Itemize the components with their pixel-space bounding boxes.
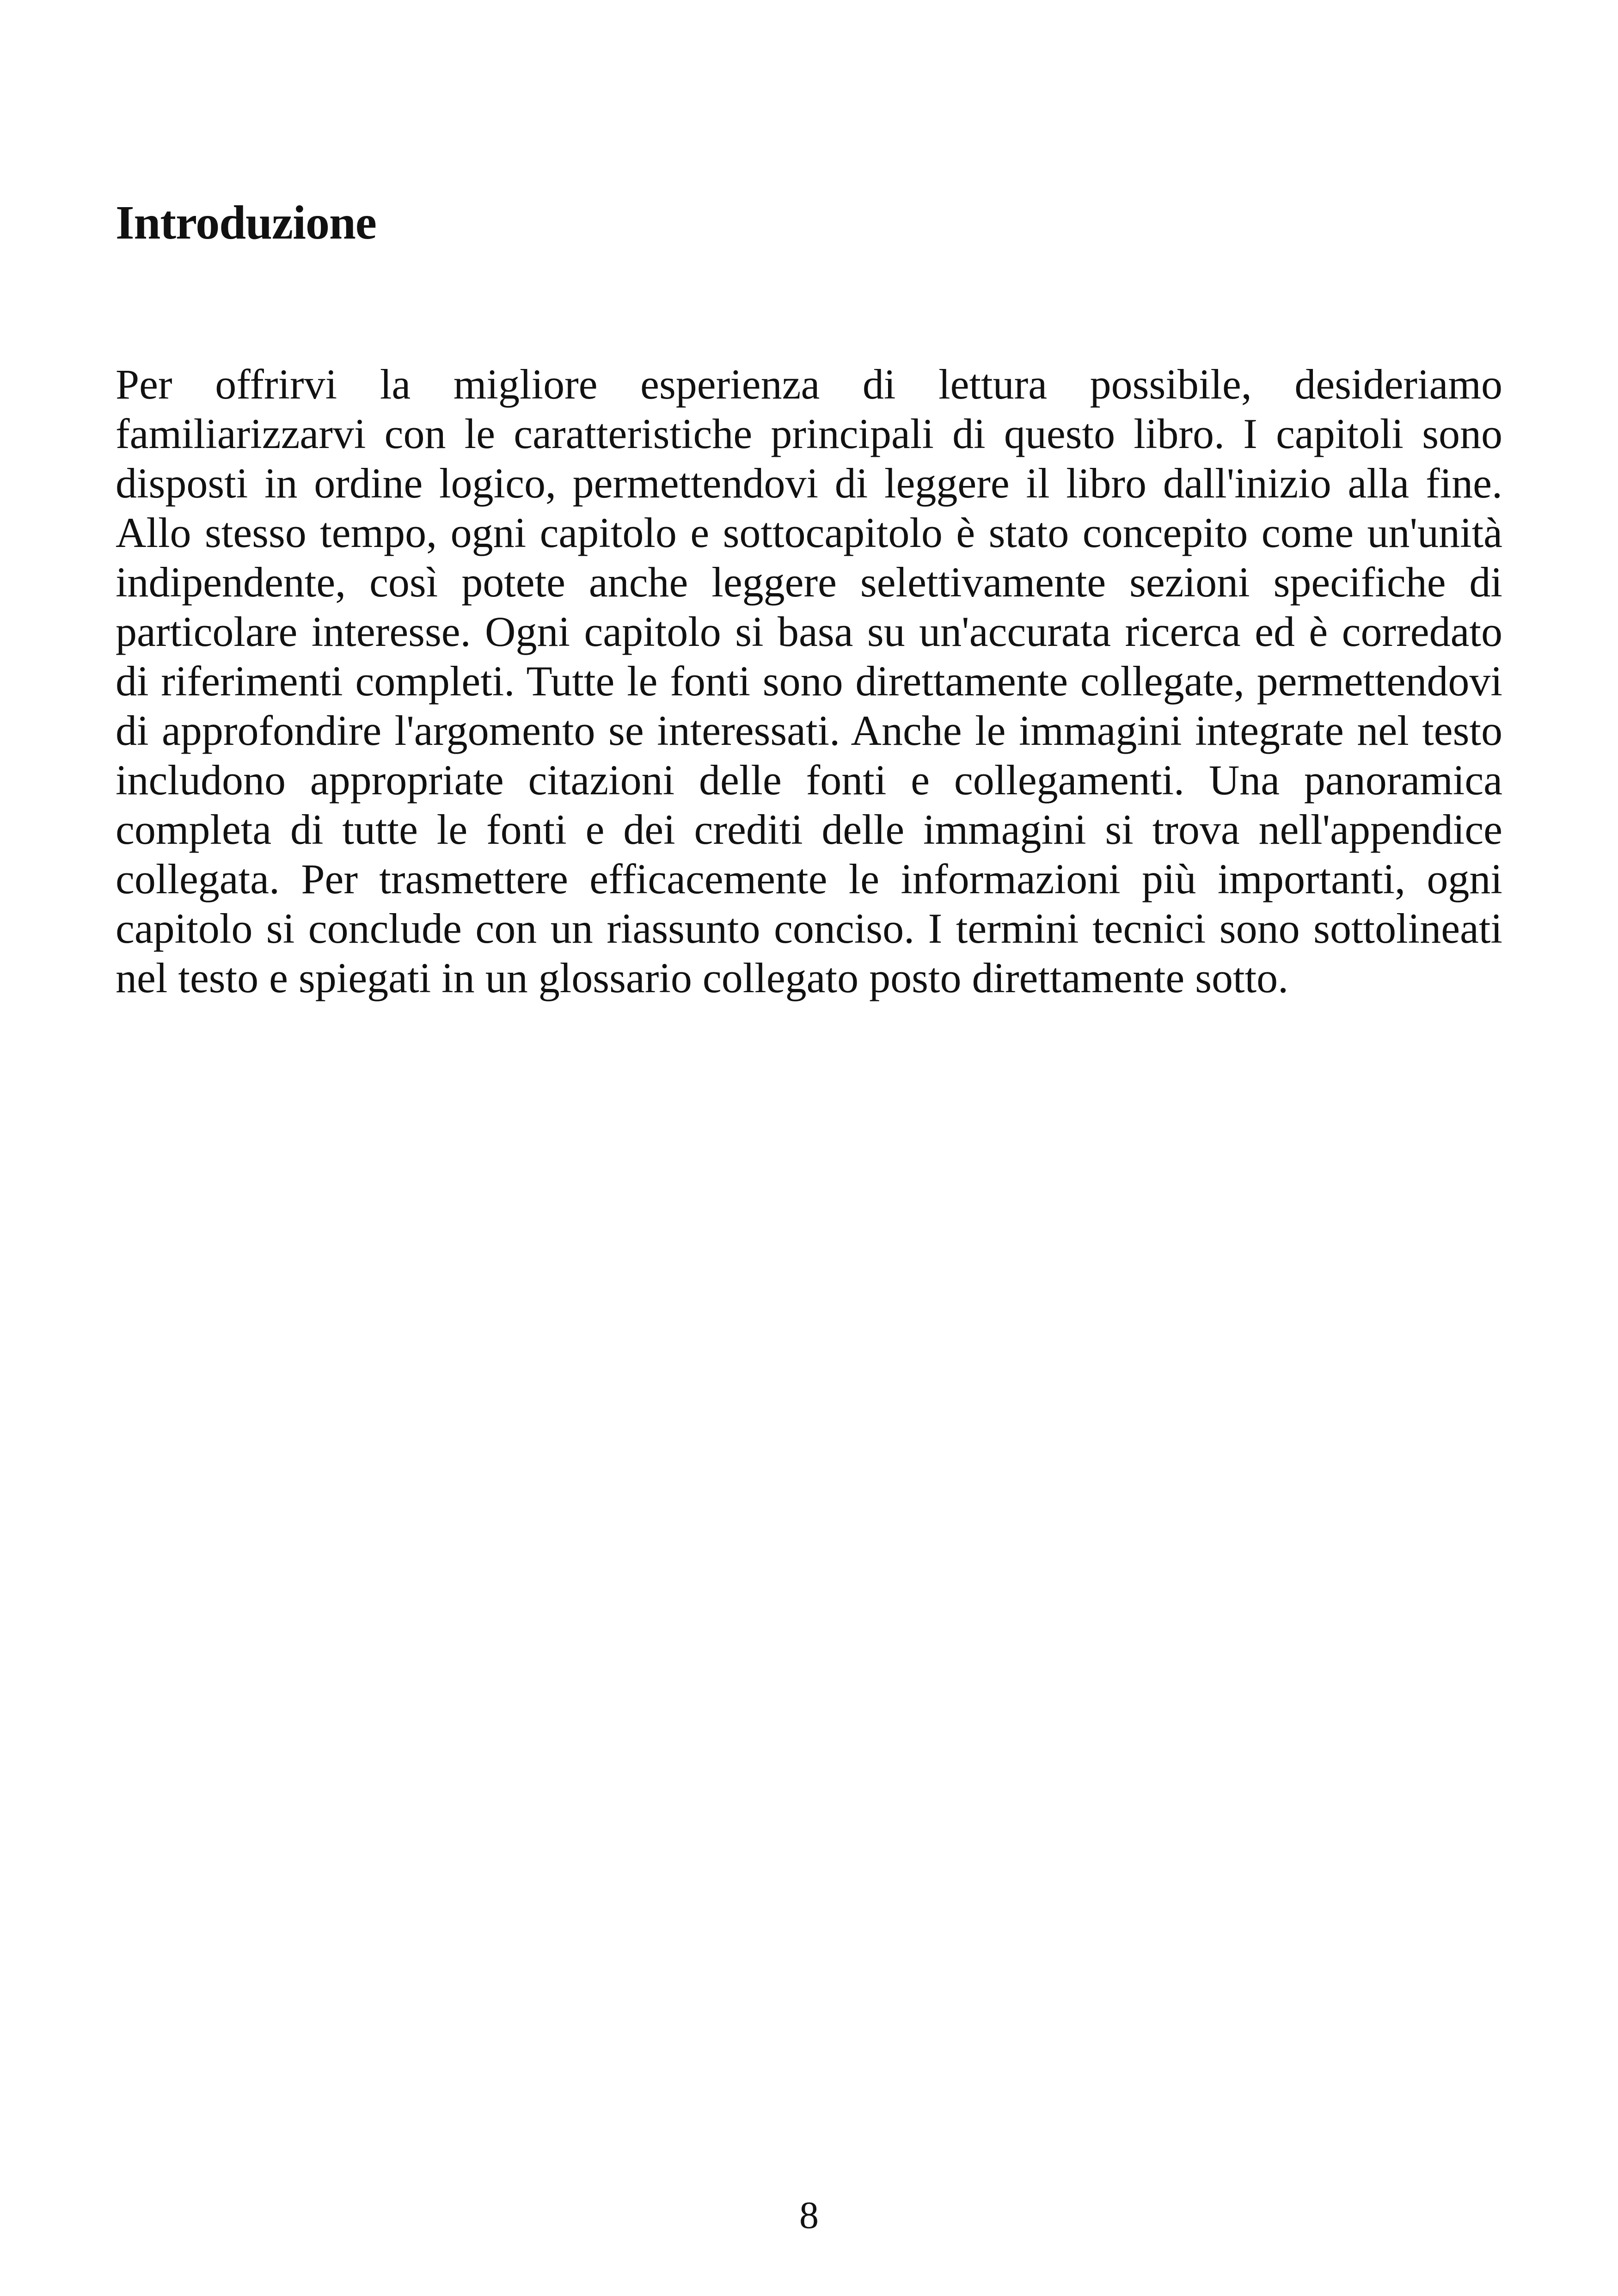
page-title: Introduzione xyxy=(116,196,376,249)
page-number: 8 xyxy=(799,2194,819,2237)
body-paragraph: Per offrirvi la migliore esperienza di lettura possibile, desideriamo familiarizzarvi con le caratteristiche principali di questo libro. I capitoli sono disposti in ordine logico, permettendovi di leggere il libro dall'inizio alla fine. Allo stesso tempo, ogni capitolo e sottocapitolo è stato concepito come un'unità indipendente, così potete anche leggere selettivamente sezioni specifiche di particolare interesse. Ogni capitolo si basa su un'accurata ricerca ed è corredato di riferimenti completi. Tutte le fonti sono direttamente collegate, permettendovi di approfondire l'argomento se interessati. Anche le immagini integrate nel testo includono appropriate citazioni delle fonti e collegamenti. Una panoramica completa di tutte le fonti e dei crediti delle immagini si trova nell'appendice collegata. Per trasmettere efficacemente le informazioni più importanti, ogni capitolo si conclude con un riassunto conciso. I termini tecnici sono sottolineati nel testo e spiegati in un glossario collegato posto direttamente sotto. xyxy=(116,361,1502,1001)
